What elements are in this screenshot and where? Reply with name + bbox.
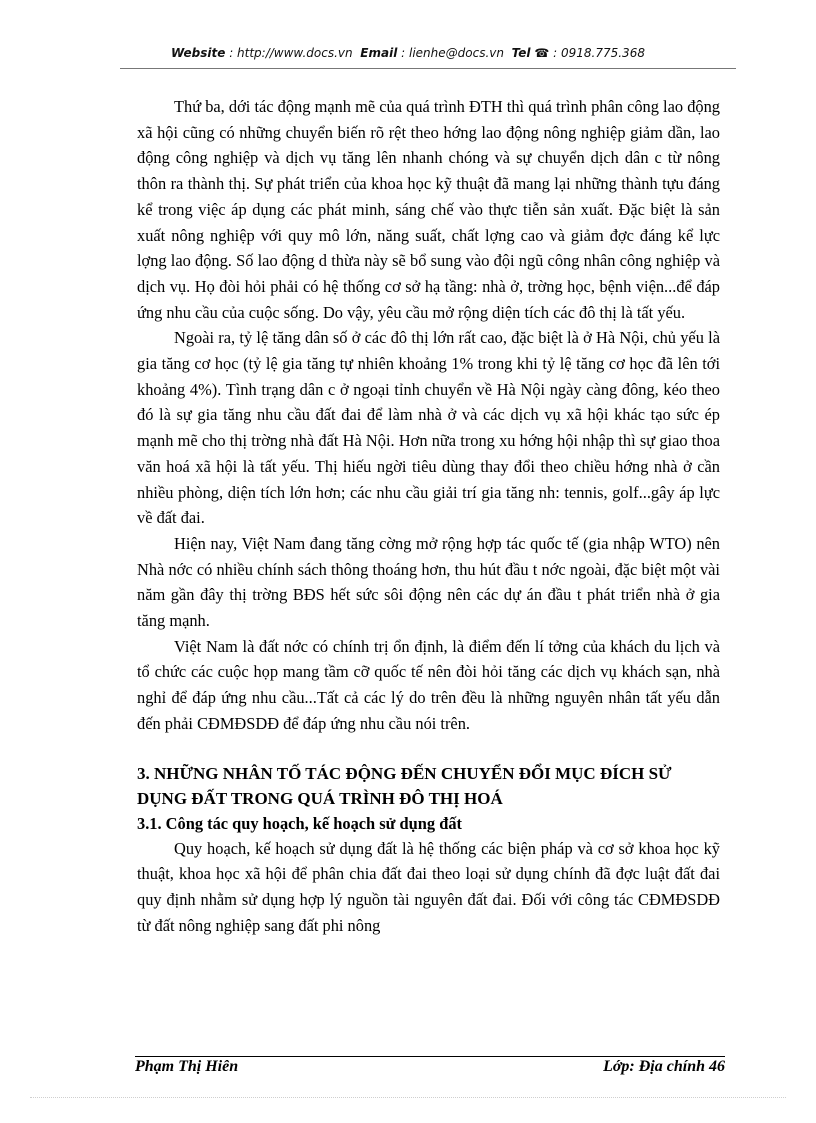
website-link[interactable]: : http://www.docs.vn [229,46,353,60]
paragraph-5: Quy hoạch, kế hoạch sử dụng đất là hệ thống các biện pháp và cơ sở khoa học kỹ thuật, khoa học xã hội để phân chia đất đai theo loại sử dụng chính đã đợc luật đất đai quy định nhằm sử dụng hợp lý nguồn tài nguyên đất đai. Đối với công tác CĐMĐSDĐ từ đất nông nghiệp sang đất phi nông [137,838,720,935]
document-body [137,94,720,938]
paragraph-3: Hiện nay, Việt Nam đang tăng cờng mở rộng hợp tác quốc tế (gia nhập WTO) nên Nhà nớc có nhiều chính sách thông thoáng hơn, thu hút đầu t nớc ngoài, đặc biệt một vài năm gần đây thị trờng BĐS hết sức sôi động nên các dự án đầu t phát triển nhà ở gia tăng mạnh. [137,533,720,631]
subsection-heading: 3.1. Công tác quy hoạch, kế hoạch sử dụng đất [137,813,462,833]
tel-label: Tel [511,46,531,60]
paragraph-1: Thứ ba, dới tác động mạnh mẽ của quá trình ĐTH thì quá trình phân công lao động xã hội cũng có những chuyển biến rõ rệt theo hớng lao động nông nghiệp giảm dần, lao động công nghiệp và dịch vụ tăng lên nhanh chóng và sự chuyển dịch dân c từ nông thôn ra thành thị. Sự phát triển của khoa học kỹ thuật đã mang lại những thành tựu đáng kể trong việc áp dụng các phát minh, sáng chế vào thực tiễn sản xuất. Đặc biệt là sản xuất nông nghiệp với quy mô lớn, năng suất, chất lợng cao và giảm đợc đáng kể lực lợng lao động. Số lao động d thừa này sẽ bổ sung vào đội ngũ công nhân công nghiệp và dịch vụ. Họ đòi hỏi phải có hệ thống cơ sở hạ tầng: nhà ở, trờng học, bệnh viện...để đáp ứng nhu cầu của cuộc sống. Do vậy, yêu cầu mở rộng diện tích các đô thị là tất yếu. [137,97,720,322]
paragraph-2: Ngoài ra, tỷ lệ tăng dân số ở các đô thị lớn rất cao, đặc biệt là ở Hà Nội, chủ yếu là gia tăng cơ học (tỷ lệ gia tăng tự nhiên khoảng 1% trong khi tỷ lệ tăng cơ học đã lên tới khoảng 4%). Tình trạng dân c ở ngoại tỉnh chuyển về Hà Nội ngày càng đông, kéo theo đó là sự gia tăng nhu cầu đất đai để làm nhà ở và các dịch vụ xã hội khác tạo sức ép mạnh mẽ cho thị trờng nhà đất Hà Nội. Hơn nữa trong xu hớng hội nhập thì sự giao thoa văn hoá xã hội là tất yếu. Thị hiếu ngời tiêu dùng thay đổi theo chiều hớng nhà ở cần nhiều phòng, diện tích lớn hơn; các nhu cầu giải trí gia tăng nh: tennis, golf...gây áp lực về đất đai. [137,328,720,528]
footer-author: Phạm Thị Hiên [135,1058,239,1075]
page-header [0,46,816,60]
phone-icon: ☎ [534,46,550,60]
section-heading: 3. NHỮNG NHÂN TỐ TÁC ĐỘNG ĐẾN CHUYỂN ĐỔI MỤC ĐÍCH SỬ DỤNG ĐẤT TRONG QUÁ TRÌNH ĐÔ THỊ HOÁ [137,763,672,808]
footer-divider [135,1056,725,1057]
email-label: Email [360,46,398,60]
footer-class: Lớp: Địa chính 46 [603,1058,725,1075]
page-footer [135,1058,725,1076]
tel-value: : 0918.775.368 [553,46,645,60]
website-label: Website [171,46,226,60]
page-bottom-border [30,1097,786,1098]
paragraph-4: Việt Nam là đất nớc có chính trị ổn định, là điểm đến lí tởng của khách du lịch và tổ chức các cuộc họp mang tầm cỡ quốc tế nên đòi hỏi tăng các dịch vụ khách sạn, nhà nghỉ để đáp ứng nhu cầu...Tất cả các lý do trên đều là những nguyên nhân tất yếu dẫn đến phải CĐMĐSDĐ để đáp ứng nhu cầu nói trên. [137,636,720,733]
email-link[interactable]: : lienhe@docs.vn [401,46,504,60]
header-divider [120,68,736,69]
